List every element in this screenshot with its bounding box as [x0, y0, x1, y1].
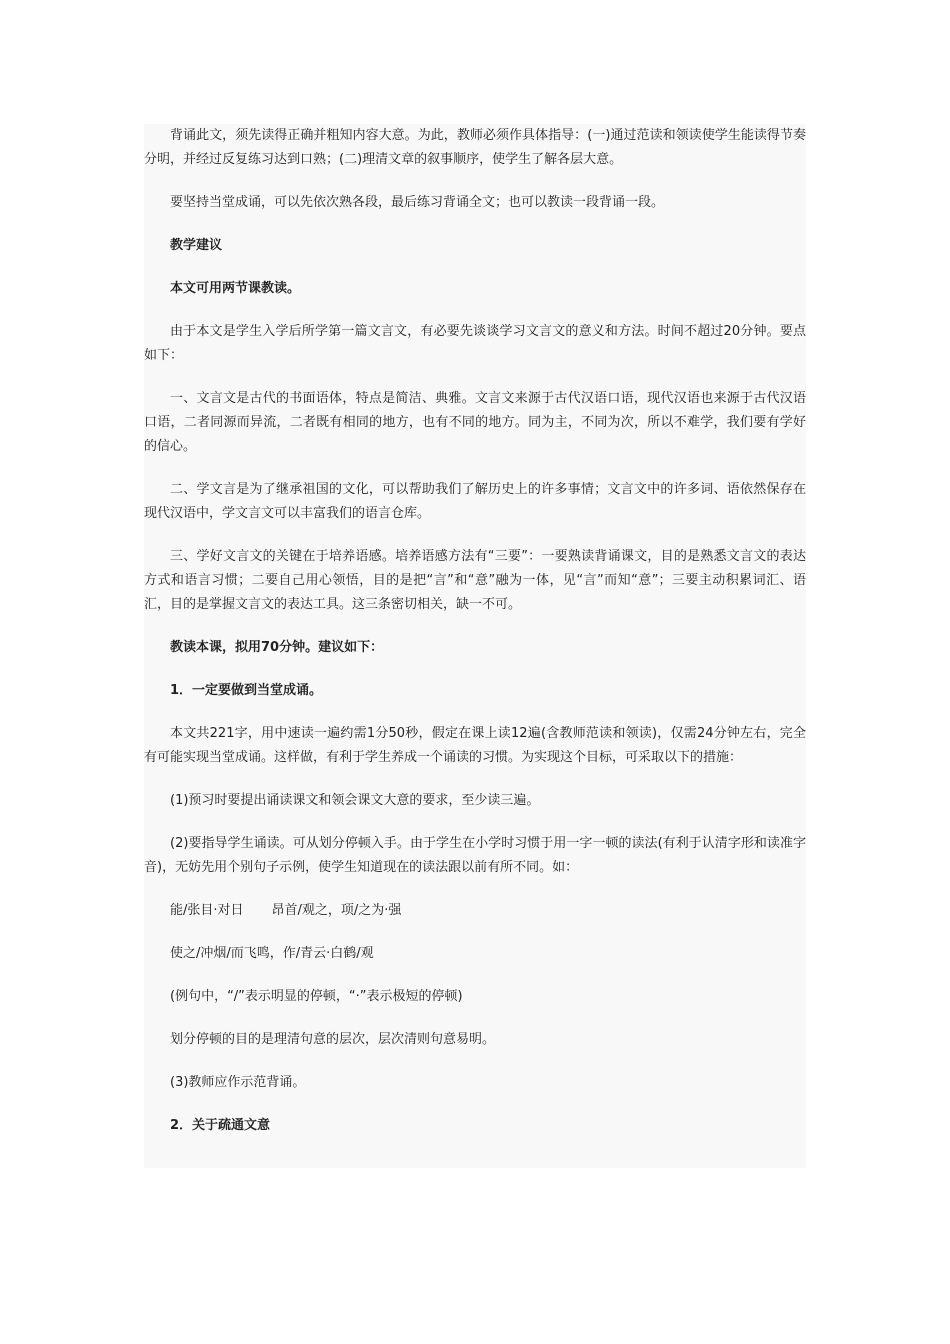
paragraph: 划分停顿的目的是理清句意的层次，层次清则句意易明。 — [170, 1032, 496, 1047]
paragraph: (2)要指导学生诵读。可从划分停顿入手。由于学生在小学时习惯于用一字一顿的读法(有利于认清字形和读准字音)，无妨先用个别句子示例，使学生知道现在的读法跟以前有所不同。如： — [144, 836, 806, 875]
paragraph: 本文共221字，用中速读一遍约需1分50秒，假定在课上读12遍(含教师范读和领读)，仅需24分钟左右，完全有可能实现当堂成诵。这样做，有利于学生养成一个诵读的习惯。为实现这个目标，可采取以下的措施： — [144, 726, 806, 765]
section-heading: 1．一定要做到当堂成诵。 — [170, 683, 323, 698]
section-heading: 本文可用两节课教读。 — [170, 281, 301, 296]
paragraph: (3)教师应作示范背诵。 — [170, 1075, 306, 1090]
example-sentence — [144, 899, 806, 923]
paragraph: 要坚持当堂成诵，可以先依次熟各段，最后练习背诵全文；也可以教读一段背诵一段。 — [170, 195, 665, 210]
paragraph: 一、文言文是古代的书面语体，特点是简洁、典雅。文言文来源于古代汉语口语，现代汉语也来源于古代汉语口语，二者同源而异流，二者既有相同的地方，也有不同的地方。同为主，不同为次，所以不难学，我们要有学好的信心。 — [144, 391, 806, 454]
paragraph: (1)预习时要提出诵读课文和领会课文大意的要求，至少读三遍。 — [170, 793, 540, 808]
paragraph-recitation-guidance — [144, 124, 806, 172]
document-page — [144, 124, 806, 1168]
paragraph: 三、学好文言文的关键在于培养语感。培养语感方法有“三要”：一要熟读背诵课文，目的是熟悉文言文的表达方式和语言习惯；二要自己用心领悟，目的是把“言”和“意”融为一体，见“言”而知“意”；三要主动积累词汇、语汇，目的是掌握文言文的表达工具。这三条密切相关，缺一不可。 — [144, 549, 806, 612]
example-part: 昂首/观之，项/之为·强 — [271, 903, 402, 918]
paragraph: (例句中，“/”表示明显的停顿，“·”表示极短的停顿) — [170, 989, 463, 1004]
example-sentence: 使之/冲烟/而飞鸣，作/青云·白鹤/观 — [170, 946, 374, 961]
paragraph: 背诵此文，须先读得正确并粗知内容大意。为此，教师必须作具体指导：(一)通过范读和领读使学生能读得节奏分明，并经过反复练习达到口熟；(二)理清文章的叙事顺序，使学生了解各层大意。 — [144, 128, 806, 167]
example-part: 能/张目·对日 — [170, 903, 244, 918]
section-heading: 教读本课，拟用70分钟。建议如下： — [170, 640, 384, 655]
section-heading: 2．关于疏通文意 — [170, 1118, 271, 1133]
section-heading: 教学建议 — [170, 238, 223, 253]
paragraph: 由于本文是学生入学后所学第一篇文言文，有必要先谈谈学习文言文的意义和方法。时间不超过20分钟。要点如下： — [144, 324, 806, 363]
paragraph: 二、学文言是为了继承祖国的文化，可以帮助我们了解历史上的许多事情；文言文中的许多词、语依然保存在现代汉语中，学文言文可以丰富我们的语言仓库。 — [144, 482, 806, 521]
